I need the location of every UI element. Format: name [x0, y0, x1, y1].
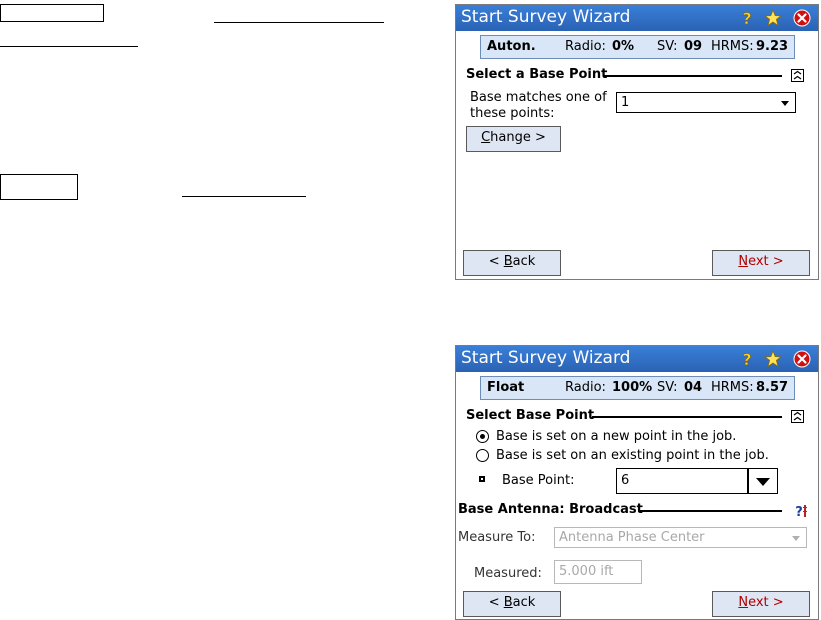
change-label-rest: hange >	[490, 130, 546, 145]
base-point-dropdown-button[interactable]	[748, 468, 778, 494]
sv-label: SV:	[657, 39, 678, 54]
option-new-point-label[interactable]: Base is set on a new point in the job.	[496, 429, 737, 444]
start-survey-wizard-window-2	[455, 345, 819, 620]
sv-value: 04	[684, 380, 703, 395]
title-bar	[456, 346, 818, 372]
radio-value: 0%	[612, 39, 635, 54]
help-icon[interactable]	[738, 350, 756, 368]
radio-label: Radio:	[565, 380, 606, 395]
close-icon[interactable]	[793, 350, 811, 368]
back-label-rest: ack	[512, 595, 536, 610]
base-antenna-title: Base Antenna: Broadcast	[458, 502, 643, 517]
next-button[interactable]	[712, 591, 810, 617]
chevron-down-icon	[756, 478, 770, 486]
help-icon[interactable]	[738, 9, 756, 27]
back-access-key: B	[503, 254, 513, 269]
radio-value: 100%	[612, 380, 653, 395]
sv-value: 09	[684, 39, 703, 54]
underline-top-right	[214, 22, 384, 23]
status-bar	[480, 35, 795, 59]
title-bar	[456, 5, 818, 31]
close-icon[interactable]	[793, 9, 811, 27]
status-mode: Float	[487, 380, 525, 395]
next-access-key: N	[738, 595, 749, 610]
base-point-label: Base Point:	[502, 473, 575, 488]
star-icon[interactable]	[764, 9, 782, 27]
antenna-rule	[638, 510, 782, 512]
measured-label: Measured:	[474, 566, 542, 581]
change-access-key: C	[481, 130, 491, 145]
svg-text:?: ?	[742, 9, 752, 27]
next-button[interactable]	[712, 250, 810, 276]
next-label-rest: ext >	[748, 254, 784, 269]
start-survey-wizard-window-1	[455, 4, 819, 280]
chevron-down-icon	[792, 536, 800, 541]
back-access-key: B	[503, 595, 513, 610]
measured-input[interactable]	[554, 560, 642, 584]
measure-to-label: Measure To:	[458, 530, 536, 545]
section-title: Select a Base Point	[466, 67, 608, 82]
back-prefix: <	[488, 254, 504, 269]
chevron-down-icon	[781, 101, 789, 106]
measure-to-dropdown[interactable]	[554, 527, 807, 548]
star-icon[interactable]	[764, 350, 782, 368]
svg-text:?: ?	[795, 505, 803, 519]
window-title: Start Survey Wizard	[461, 348, 631, 368]
hrms-label: HRMS:	[711, 380, 754, 395]
callout-box-mid	[0, 174, 78, 200]
hrms-value: 8.57	[756, 380, 789, 395]
section-rule	[592, 416, 782, 418]
antenna-info-icon[interactable]	[794, 503, 810, 519]
radio-existing-point[interactable]	[476, 449, 489, 462]
measure-to-value: Antenna Phase Center	[559, 530, 705, 545]
option-existing-point-label[interactable]: Base is set on an existing point in the job.	[496, 448, 769, 463]
underline-top-left	[0, 46, 138, 47]
select-base-point-title: Select Base Point	[466, 408, 595, 423]
status-mode: Auton.	[487, 39, 536, 54]
hrms-value: 9.23	[756, 39, 789, 54]
sv-label: SV:	[657, 380, 678, 395]
svg-text:?: ?	[742, 350, 752, 368]
back-prefix: <	[488, 595, 504, 610]
back-button[interactable]	[463, 250, 561, 276]
window-title: Start Survey Wizard	[461, 7, 631, 27]
base-point-input[interactable]	[616, 468, 748, 494]
section-rule	[604, 75, 782, 77]
change-button[interactable]	[466, 126, 561, 152]
base-point-value: 1	[621, 95, 630, 110]
base-point-value: 6	[621, 473, 630, 488]
radio-new-point[interactable]	[476, 430, 489, 443]
base-point-dropdown[interactable]	[616, 92, 796, 113]
status-bar	[480, 376, 795, 400]
callout-box-top	[0, 4, 104, 22]
back-label-rest: ack	[512, 254, 536, 269]
next-label-rest: ext >	[748, 595, 784, 610]
base-match-label-line2: these points:	[470, 106, 555, 121]
measured-value: 5.000 ift	[559, 564, 614, 579]
collapse-icon[interactable]	[791, 69, 804, 82]
back-button[interactable]	[463, 591, 561, 617]
bullet-icon	[479, 476, 485, 482]
radio-label: Radio:	[565, 39, 606, 54]
base-match-label-line1: Base matches one of	[470, 90, 607, 105]
underline-mid	[182, 196, 306, 197]
hrms-label: HRMS:	[711, 39, 754, 54]
next-access-key: N	[738, 254, 749, 269]
collapse-icon[interactable]	[791, 410, 804, 423]
